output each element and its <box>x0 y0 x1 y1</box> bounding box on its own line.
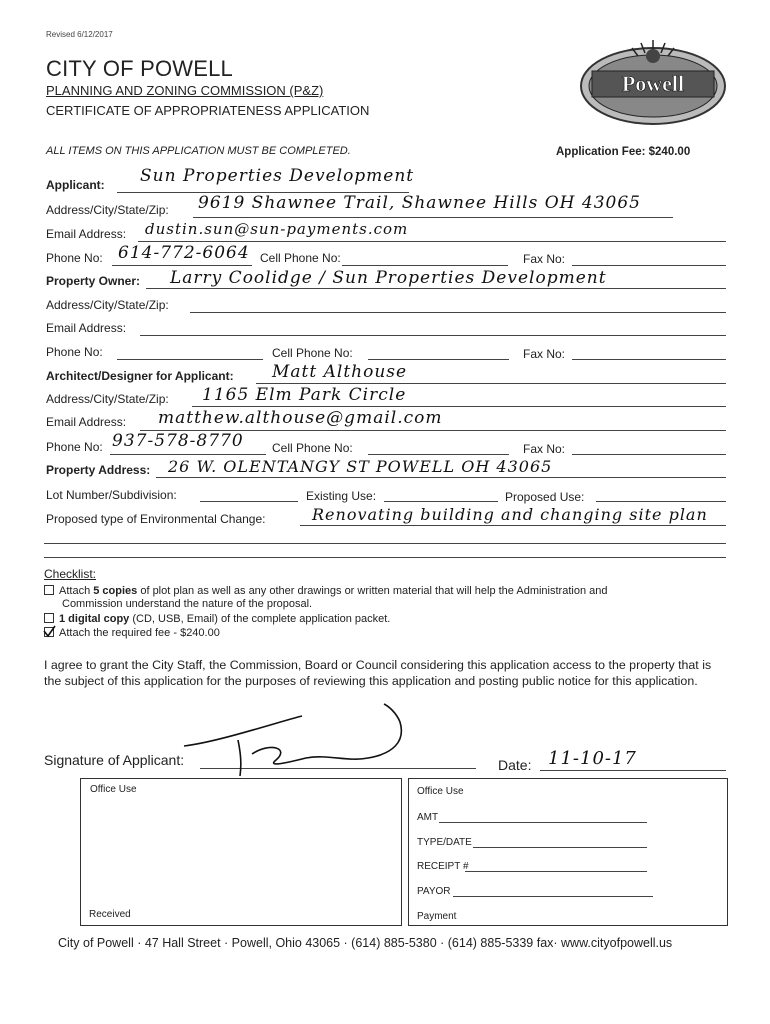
architect-value[interactable]: Matt Althouse <box>272 362 408 382</box>
revised-date: Revised 6/12/2017 <box>46 30 113 39</box>
checklist-item-copies-line2: Commission understand the nature of the proposal. <box>62 598 313 610</box>
phone-line <box>112 265 252 266</box>
owner-cell-label: Cell Phone No: <box>272 346 353 360</box>
owner-value[interactable]: Larry Coolidge / Sun Properties Development <box>170 268 607 288</box>
amt-line <box>439 822 647 823</box>
arch-phone-label: Phone No: <box>46 440 103 454</box>
owner-email-line <box>140 335 726 336</box>
amt-label: AMT <box>417 812 439 823</box>
env-change-line-2 <box>44 543 726 544</box>
arch-fax-label: Fax No: <box>523 442 566 456</box>
env-change-line <box>300 525 726 526</box>
cell-label: Cell Phone No: <box>260 251 341 265</box>
city-title: CITY OF POWELL <box>46 56 233 81</box>
powell-logo-icon <box>578 38 728 128</box>
date-label: Date: <box>498 757 532 773</box>
lot-line <box>200 501 298 502</box>
address-label: Address/City/State/Zip: <box>46 203 169 217</box>
proposed-use-line <box>596 501 726 502</box>
signature-label: Signature of Applicant: <box>44 752 185 768</box>
applicant-value[interactable]: Sun Properties Development <box>140 166 415 186</box>
arch-cell-line <box>368 454 509 455</box>
address-line <box>193 217 673 218</box>
owner-email-label: Email Address: <box>46 321 127 335</box>
arch-fax-line <box>572 454 726 455</box>
payor-line <box>453 896 653 897</box>
date-value[interactable]: 11-10-17 <box>548 748 637 769</box>
owner-address-line <box>190 312 726 313</box>
arch-phone-value[interactable]: 937-578-8770 <box>112 431 244 451</box>
application-fee: Application Fee: $240.00 <box>556 146 691 158</box>
arch-email-value[interactable]: matthew.althouse@gmail.com <box>158 408 443 428</box>
email-value[interactable]: dustin.sun@sun-payments.com <box>145 220 409 238</box>
owner-phone-line <box>117 359 263 360</box>
checklist-item-copies: Attach 5 copies of plot plan as well as any other drawings or written material that will help the Administration and <box>44 585 607 598</box>
checklist-title: Checklist: <box>44 567 97 581</box>
arch-cell-label: Cell Phone No: <box>272 441 353 455</box>
env-change-line-3 <box>44 557 726 558</box>
property-address-label: Property Address: <box>46 463 151 477</box>
payment-label: Payment <box>417 911 457 922</box>
existing-use-label: Existing Use: <box>306 489 377 503</box>
type-date-line <box>473 847 647 848</box>
property-address-value[interactable]: 26 W. OLENTANGY ST POWELL OH 43065 <box>168 457 553 476</box>
fax-line <box>572 265 726 266</box>
commission-title: PLANNING AND ZONING COMMISSION (P&Z) <box>46 83 324 98</box>
agreement-text: I agree to grant the City Staff, the Commission, Board or Council considering this application access to the property that is the subject of this application for the purposes of reviewing this application and posting public notice for this application. <box>44 658 712 688</box>
checklist-item-digital: 1 digital copy (CD, USB, Email) of the complete application packet. <box>44 613 390 626</box>
owner-cell-line <box>368 359 509 360</box>
email-line <box>138 241 726 242</box>
applicant-label: Applicant: <box>46 178 105 192</box>
owner-label: Property Owner: <box>46 274 141 288</box>
type-date-label: TYPE/DATE <box>417 837 472 848</box>
office-use-payment-box <box>408 778 728 926</box>
property-address-line <box>156 477 726 478</box>
checkbox-copies[interactable] <box>44 585 54 595</box>
owner-address-label: Address/City/State/Zip: <box>46 298 169 312</box>
email-label: Email Address: <box>46 227 127 241</box>
owner-line <box>146 288 726 289</box>
check-mark-icon <box>43 625 56 638</box>
arch-address-line <box>192 406 726 407</box>
date-line <box>540 770 726 771</box>
checklist-item-fee: Attach the required fee - $240.00 <box>44 627 220 640</box>
certificate-title: CERTIFICATE OF APPROPRIATENESS APPLICATION <box>46 103 370 118</box>
received-label: Received <box>89 909 131 920</box>
architect-label: Architect/Designer for Applicant: <box>46 369 234 383</box>
checkbox-fee[interactable] <box>44 627 54 637</box>
proposed-use-label: Proposed Use: <box>505 490 585 504</box>
arch-phone-line <box>110 454 266 455</box>
receipt-line <box>465 871 647 872</box>
arch-address-value[interactable]: 1165 Elm Park Circle <box>202 385 407 405</box>
owner-fax-line <box>572 359 726 360</box>
address-value[interactable]: 9619 Shawnee Trail, Shawnee Hills OH 43065 <box>198 193 641 213</box>
office-use-label-left: Office Use <box>90 784 137 795</box>
office-use-label-right: Office Use <box>417 786 464 797</box>
office-use-received-box <box>80 778 402 926</box>
payor-label: PAYOR <box>417 886 451 897</box>
receipt-label: RECEIPT # <box>417 861 469 872</box>
svg-text:Powell: Powell <box>621 71 685 96</box>
phone-label: Phone No: <box>46 251 103 265</box>
arch-address-label: Address/City/State/Zip: <box>46 392 169 406</box>
lot-label: Lot Number/Subdivision: <box>46 488 177 502</box>
owner-phone-label: Phone No: <box>46 345 103 359</box>
arch-email-label: Email Address: <box>46 415 127 429</box>
existing-use-line <box>384 501 498 502</box>
owner-fax-label: Fax No: <box>523 347 566 361</box>
phone-value[interactable]: 614-772-6064 <box>118 243 250 263</box>
signature-scribble[interactable] <box>178 702 413 782</box>
footer-contact: City of Powell · 47 Hall Street · Powell, Ohio 43065 · (614) 885-5380 · (614) 885-5339 fax· www.cityofpowell.us <box>58 936 673 950</box>
instruction-text: ALL ITEMS ON THIS APPLICATION MUST BE COMPLETED. <box>46 145 351 157</box>
checkbox-digital[interactable] <box>44 613 54 623</box>
architect-line <box>256 383 726 384</box>
env-change-label: Proposed type of Environmental Change: <box>46 512 266 526</box>
fax-label: Fax No: <box>523 252 566 266</box>
env-change-value[interactable]: Renovating building and changing site plan <box>312 505 708 524</box>
cell-line <box>342 265 508 266</box>
